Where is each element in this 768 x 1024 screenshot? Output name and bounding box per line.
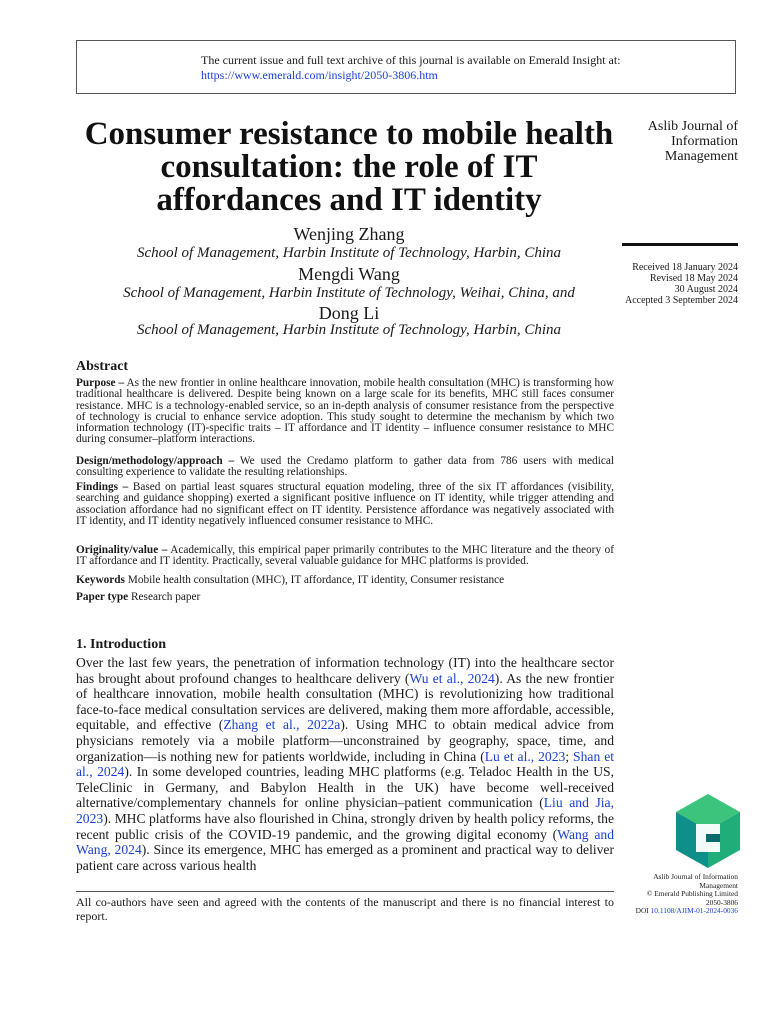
paper-type-text: Research paper [128,591,201,603]
author-affiliation: School of Management, Harbin Institute of Technology, Harbin, China [136,322,561,338]
purpose-text: As the new frontier in online healthcare innovation, mobile health consultation (MHC) is transforming how traditional healthcare is delivered. Despite being known on a large scale for its benefits, MHC still faces consumer resistance. MHC is a technology-enabled service, so an in-depth analysis of consumer resistance from the perspective of technology is crucial to enhance service adoption. This study sought to determine the mechanism by which two information technology (IT)-specific traits – IT affordance and IT identity – influence consumer resistance to MHC during consumer–platform interactions. [76,377,615,446]
pub-doi [608,907,738,916]
design-text: We used the Credamo platform to gather data from 786 users with medical consulting experience to validate the resulting relationships. [76,455,615,479]
section-heading: 1. Introduction [76,637,166,652]
pub-issn: 2050-3806 [705,897,738,907]
journal-notice-box [76,40,736,94]
design-label: Design/methodology/approach – [76,455,235,467]
abstract-design [76,456,614,479]
abstract-originality [76,545,614,568]
intro-text: ). In some developed countries, leading MHC platforms (e.g. Teladoc Health in the US, TeleClinic in Germany, and Babylon Health in the UK) have become well-received alternative/complementary channels for online physician–patient communication ( [76,764,614,811]
author-name: Wenjing Zhang [293,224,405,244]
doi-label: DOI [635,906,651,916]
date-revised-2: 30 August 2024 [674,284,738,295]
pub-journal-line1: Aslib Journal of Information [653,872,738,881]
author-name: Dong Li [318,303,380,323]
introduction-body [76,655,614,873]
citation-link[interactable]: Lu et al., 2023 [484,748,566,764]
keywords-label: Keywords [76,574,125,586]
footnote: All co-authors have seen and agreed with the contents of the manuscript and there is no financial interest to report. [76,895,614,923]
logo-inner-shade [706,834,720,842]
date-received: Received 18 January 2024 [632,262,738,273]
intro-text: ). As the new frontier of healthcare innovation, mobile health consultation (MHC) is revolutionizing how traditional face-to-face medical consultation services are delivered, making them more affordable, accessible, equitable, and effective ( [76,670,614,733]
intro-text: ). Since its emergence, MHC has emerged as a prominent and practical way to deliver patient care across various health [76,842,614,873]
originality-text: Academically, this empirical paper primarily contributes to the MHC literature and the theory of IT affordance and IT identity. Practically, several valuable guidance for MHC platforms is provided. [76,544,614,568]
date-revised: Revised 18 May 2024 [649,273,738,284]
journal-notice-text: The current issue and full text archive of this journal is available on Emerald Insight at: [201,53,621,67]
author-affiliation: School of Management, Harbin Institute of Technology, Weihai, China, and [123,285,575,301]
publication-info [608,873,738,916]
divider [622,243,738,246]
journal-url-link[interactable]: https://www.emerald.com/insight/2050-3806.htm [201,68,438,82]
findings-text: Based on partial least squares structural equation modeling, three of the six IT affordances (visibility, searching and guidance shopping) exerted a significant positive influence on IT identity, while trigger attending and association affordance had no significant effect on IT identity. Persistence affordance was negatively associated with IT identity, and IT identity negatively influenced consumer resistance to MHC. [76,481,614,527]
footnote-divider [76,891,614,892]
findings-label: Findings – [76,481,129,493]
pub-journal-line2: Management [699,880,738,890]
citation-link[interactable]: Wu et al., 2024 [409,670,495,686]
purpose-label: Purpose – [76,377,125,389]
citation-link[interactable]: Liu and Jia, 2023 [76,795,614,826]
paper-title: Consumer resistance to mobile health consultation: the role of IT affordances and IT identity [84,116,614,218]
keywords-text: Mobile health consultation (MHC), IT affordance, IT identity, Consumer resistance [124,574,505,586]
originality-label: Originality/value – [76,544,168,556]
journal-name: Aslib Journal of Information Management [647,119,738,164]
intro-text: Over the last few years, the penetration of information technology (IT) into the healthcare sector has brought about profound changes to healthcare delivery ( [76,655,614,686]
intro-text: ). MHC platforms have also flourished in China, strongly driven by health policy reforms, the recent public crisis of the COVID-19 pandemic, and the growing digital economy ( [76,810,614,842]
date-accepted: Accepted 3 September 2024 [624,295,738,306]
abstract-findings [76,482,614,527]
emerald-logo-icon [676,794,740,868]
citation-link[interactable]: Shan et al., 2024 [76,748,614,780]
paper-type-label: Paper type [76,591,129,603]
citation-link[interactable]: Wang and Wang, 2024 [76,826,614,858]
pub-copyright: © Emerald Publishing Limited [646,889,738,899]
abstract-heading: Abstract [76,359,129,374]
author-name: Mengdi Wang [298,264,400,284]
paper-type [76,591,614,604]
doi-link[interactable]: 10.1108/AJIM-01-2024-0036 [650,906,738,916]
keywords [76,574,614,587]
abstract-purpose [76,378,614,446]
intro-text: ). Using MHC to obtain medical advice from physicians remotely via a mobile platform—unconstrained by geography, space, time, and organization—is nothing new for patients worldwide, including in China ( [76,717,614,764]
intro-text: ; [565,748,574,764]
author-affiliation: School of Management, Harbin Institute of Technology, Harbin, China [136,245,561,261]
citation-link[interactable]: Zhang et al., 2022a [223,717,341,733]
